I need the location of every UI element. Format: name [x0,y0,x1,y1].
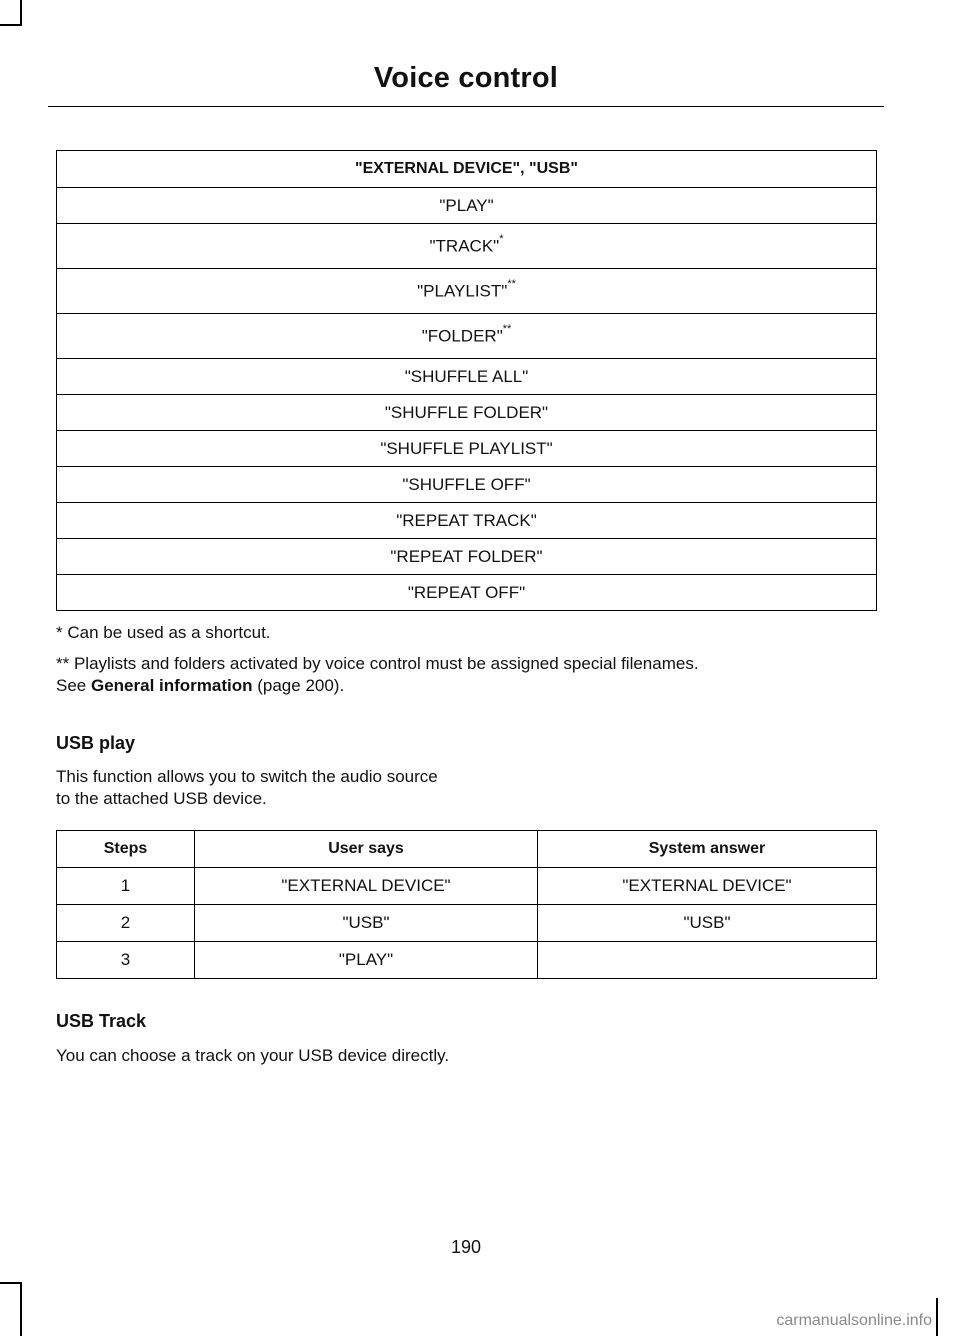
footnote-marker: ** [502,322,512,335]
command-cell: "PLAYLIST"** [57,269,877,314]
table-row [57,905,877,942]
command-cell: "SHUFFLE ALL" [57,359,877,395]
watermark-text: carmanualsonline.info [776,1312,932,1329]
table-row [57,314,877,359]
user-says-cell: "EXTERNAL DEVICE" [195,868,538,905]
system-answer-cell [538,942,877,979]
footnote-marker: ** [507,277,516,290]
table-row [57,942,877,979]
command-cell: "SHUFFLE FOLDER" [57,395,877,431]
command-cell: "REPEAT FOLDER" [57,539,877,575]
user-says-cell: "USB" [195,905,538,942]
table-row [57,188,877,224]
crop-mark [0,24,22,26]
command-cell: "PLAY" [57,188,877,224]
command-cell: "REPEAT TRACK" [57,503,877,539]
user-says-cell: "PLAY" [195,942,538,979]
title-divider [48,106,884,107]
step-number: 1 [57,868,195,905]
system-answer-cell: "USB" [538,905,877,942]
table-row [57,395,877,431]
command-table-heading: "EXTERNAL DEVICE", "USB" [57,151,877,188]
usb-play-steps-table [56,830,877,979]
cross-reference-link[interactable]: General information [90,676,253,695]
command-cell: "TRACK"* [57,224,877,269]
step-number: 3 [57,942,195,979]
footnote-playlists: ** Playlists and folders activated by voice control must be assigned special filenames. See General information (page 200). [56,654,699,695]
section-heading-usb-track: USB Track [56,1011,147,1031]
table-row [57,503,877,539]
table-row [57,431,877,467]
command-cell: "SHUFFLE PLAYLIST" [57,431,877,467]
command-cell: "REPEAT OFF" [57,575,877,611]
table-row [57,575,877,611]
column-header-steps: Steps [57,831,195,868]
page-title: Voice control [373,62,559,94]
step-number: 2 [57,905,195,942]
usb-play-description: This function allows you to switch the audio source to the attached USB device. [56,767,438,808]
crop-mark [20,1282,22,1336]
table-row [57,539,877,575]
crop-mark [20,0,22,26]
table-row [57,269,877,314]
crop-mark [936,1298,938,1336]
column-header-user-says: User says [195,831,538,868]
crop-mark [0,1282,22,1284]
system-answer-cell: "EXTERNAL DEVICE" [538,868,877,905]
page-number: 190 [450,1237,482,1257]
table-row [57,467,877,503]
command-cell: "SHUFFLE OFF" [57,467,877,503]
column-header-system-answer: System answer [538,831,877,868]
section-heading-usb-play: USB play [56,733,136,753]
command-cell: "FOLDER"** [57,314,877,359]
table-row [57,224,877,269]
footnote-shortcut: * Can be used as a shortcut. [56,623,271,642]
usb-track-description: You can choose a track on your USB device directly. [56,1046,450,1065]
footnote-marker: * [499,232,504,245]
voice-command-table [56,150,877,611]
table-row [57,868,877,905]
table-row [57,359,877,395]
